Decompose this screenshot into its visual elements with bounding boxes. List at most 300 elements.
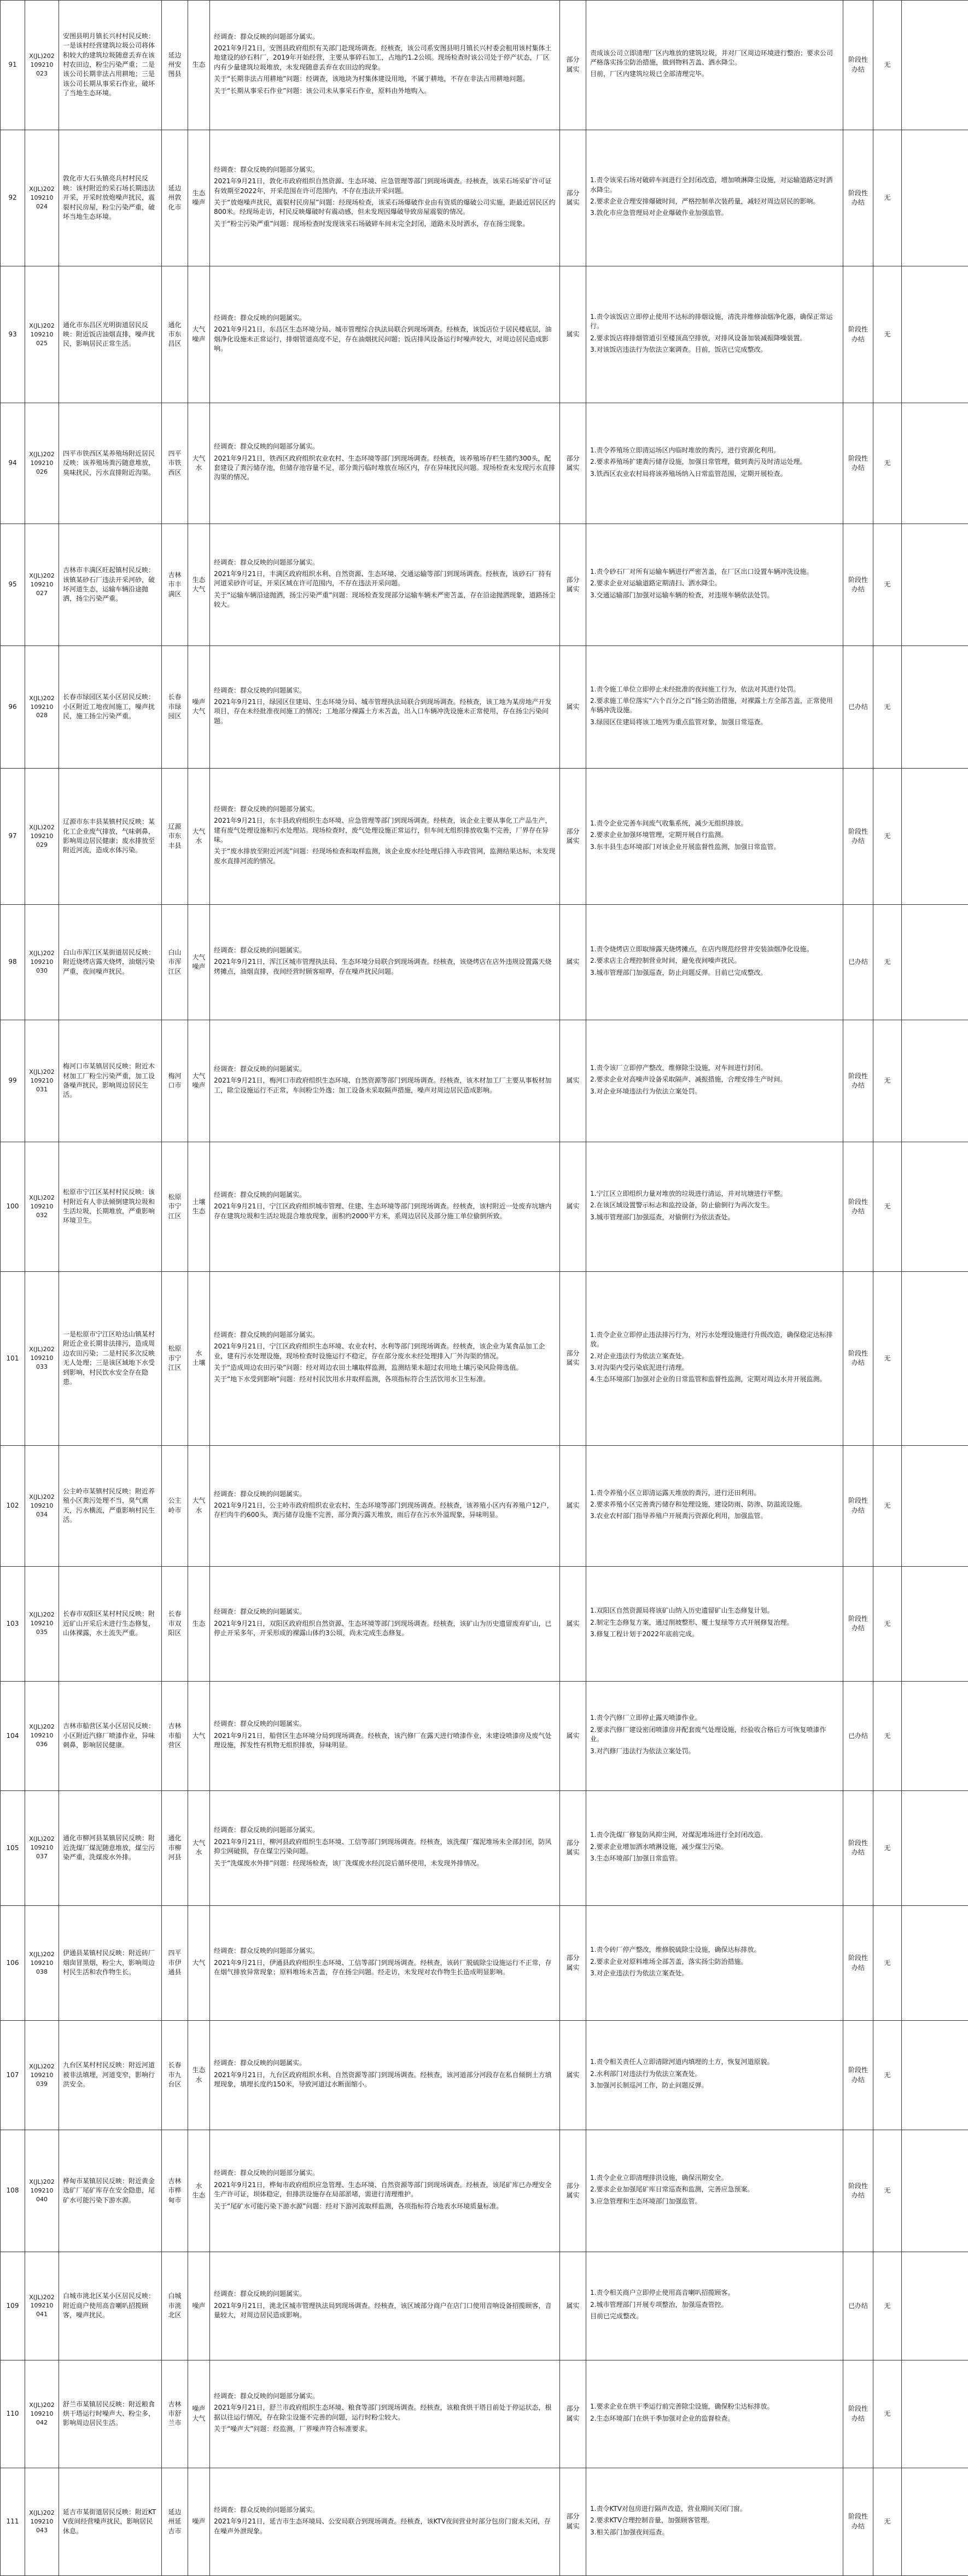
verdict: 部分属实 (560, 403, 586, 524)
row-number: 94 (1, 403, 25, 524)
handling-rectification-line: 2.要求企业合理安排爆破时间，严格控制单次装药量，减轻对周边居民的影响。 (590, 197, 820, 205)
admin-area: 松原市宁江区 (162, 1142, 188, 1272)
table-row (1, 2468, 968, 2575)
handling-rectification-line: 目前已完成整改。 (590, 2312, 643, 2321)
handling-rectification-line: 2.要求企业加强环境管理，定期开展自行监测。 (590, 831, 728, 839)
closure-status: 阶段性办结 (843, 1, 873, 130)
handling-rectification-line: 1.责令相关责任人立即清除河道内填埋的土方，恢复河道原貌。 (590, 2058, 774, 2066)
case-id: X(JL)202109210030 (25, 905, 59, 1020)
investigation-findings-line: 2021年9月21日，宁江区政府组织生态环境、农业农村、水利等部门到现场调查。经核查，该企业为某食品加工企业，建有污水处理设施，现场检查时设施运行不稳定，存在部分废水未经处理排入厂外沟渠的情况。 (214, 1342, 545, 1360)
investigation-findings-line: 关于“尾矿水可能污染下游水源”问题：经对下游河流取样监测，各项指标符合地表水环境质量标准。 (214, 2202, 503, 2210)
row-number: 97 (1, 768, 25, 905)
investigation-findings-line: 经调查：群众反映的问题部分属实。 (214, 32, 319, 40)
handling-rectification-line: 1.责令砖厂停产整改，维修脱硫除尘设施，确保达标排放。 (590, 1946, 761, 1954)
blank-column (902, 403, 968, 524)
verdict: 属实 (560, 266, 586, 403)
pollution-type: 水 土壤 (188, 1271, 210, 1445)
investigation-findings-line: 关于“洗煤废水外排”问题：经现场检查，该厂洗煤废水经沉淀后循环使用，未发现外排情况。 (214, 1859, 483, 1867)
handling-rectification-line: 2.水利部门对违法行为依法立案查处。 (590, 2069, 702, 2078)
handling-rectification (586, 2360, 843, 2468)
pollution-type: 噪声 (188, 2252, 210, 2360)
blank-column (902, 2021, 968, 2130)
investigation-findings-line: 经调查：群众反映的问题属实。 (214, 1608, 306, 1616)
investigation-findings-line: 经调查：群众反映的问题属实。 (214, 1190, 306, 1199)
investigation-findings-line: 2021年9月21日，双阳区政府组织自然资源、生态环境等部门到现场调查。经核查，该矿山为历史遗留废弃矿山，已停止开采多年，开采形成的裸露山体约3公顷，尚未完成生态修复。 (214, 1619, 552, 1637)
table-row (1, 768, 968, 905)
investigation-findings (210, 646, 560, 768)
handling-rectification-line: 4.生态环境部门加强对企业的日常监管和监督性监测，定期对周边水井开展监测。 (590, 1375, 826, 1383)
investigation-findings (210, 403, 560, 524)
handling-rectification-line: 3.城市管理部门加强巡查，防止问题反弹。目前已完成整改。 (590, 968, 767, 976)
verdict: 属实 (560, 1020, 586, 1142)
handling-rectification-line: 3.对企业环境违法行为依法立案处罚。 (590, 1087, 702, 1095)
handling-rectification-line: 2.在该区域设置警示标志和监控设备，防止偷倒行为再次发生。 (590, 1201, 774, 1210)
investigation-findings-line: 2021年9月21日，梅河口市政府组织生态环境、自然资源等部门到现场调查。经核查，该木材加工厂主要从事板材加工，除尘设施运行不正常，车间粉尘外逸；加工设备未采取隔声措施，噪声对周边居民造成影响。 (214, 1077, 552, 1094)
case-id: X(JL)202109210023 (25, 1, 59, 130)
verdict: 属实 (560, 2021, 586, 2130)
handling-rectification-line: 3.农业农村部门指导养殖户开展粪污资源化利用，加强监管。 (590, 1512, 767, 1520)
investigation-findings-line: 经调查：群众反映的问题部分属实。 (214, 805, 319, 813)
case-id: X(JL)202109210039 (25, 2021, 59, 2130)
case-id: X(JL)202109210024 (25, 130, 59, 266)
handling-rectification-line: 1.责令企业完善车间废气收集系统，减少无组织排放。 (590, 819, 748, 827)
investigation-findings (210, 905, 560, 1020)
admin-area: 吉林市船营区 (162, 1681, 188, 1790)
row-number: 109 (1, 2252, 25, 2360)
table-row (1, 403, 968, 524)
investigation-findings (210, 1, 560, 130)
handling-rectification (586, 1445, 843, 1566)
handling-rectification (586, 1020, 843, 1142)
table-row (1, 1020, 968, 1142)
verdict: 部分属实 (560, 524, 586, 646)
issue-description: 四平市铁西区某养殖场附近居民反映：该养殖场粪污随意堆放，臭味扰民，污水直排附近沟渠。 (59, 403, 162, 524)
pollution-type: 生态 水 (188, 2021, 210, 2130)
closure-status: 阶段性办结 (843, 1905, 873, 2020)
accountability: 无 (873, 2360, 902, 2468)
handling-rectification-line: 2.生态环境部门在烘干季加强对企业的监督检查。 (590, 2414, 734, 2422)
handling-rectification-line: 2.要求企业对运输道路定期清扫、洒水降尘。 (590, 579, 721, 588)
blank-column (902, 905, 968, 1020)
handling-rectification-line: 1.要求企业在烘干季运行前完善除尘设施，确保粉尘达标排放。 (590, 2403, 774, 2411)
investigation-findings-line: 2021年9月21日，伊通县政府组织生态环境、工信等部门到现场调查。经核查，该砖厂脱硫除尘设施运行不正常，存在烟气排放异常现象；原料堆场未苫盖，存在扬尘问题。经走访，未发现对农作物生长造成明显影响。 (214, 1958, 552, 1976)
handling-rectification (586, 524, 843, 646)
closure-status: 阶段性办结 (843, 1020, 873, 1142)
handling-rectification-line: 2.要求汽修厂建设密闭喷漆房并配套废气处理设施，经验收合格后方可恢复喷漆作业。 (590, 1725, 826, 1743)
table-row (1, 1790, 968, 1905)
blank-column (902, 1790, 968, 1905)
investigation-findings (210, 1790, 560, 1905)
issue-description: 梅河口市某镇居民反映：附近木材加工厂粉尘污染严重，加工设备噪声扰民，影响周边居民生活。 (59, 1020, 162, 1142)
closure-status: 已办结 (843, 2252, 873, 2360)
admin-area: 四平市伊通县 (162, 1905, 188, 2020)
blank-column (902, 1020, 968, 1142)
handling-rectification-line: 3.对企业违法行为依法立案查处。 (590, 1969, 689, 1978)
investigation-findings-line: 2021年9月21日，丰满区政府组织水利、自然资源、生态环境、交通运输等部门到现场调查。经核查，该砂石厂持有河道采砂许可证，开采区域在许可范围内，不存在违法开采问题。 (214, 569, 552, 588)
accountability: 无 (873, 1271, 902, 1445)
table-row (1, 1, 968, 130)
accountability: 无 (873, 1790, 902, 1905)
accountability: 无 (873, 1681, 902, 1790)
investigation-findings-line: 经调查：群众反映的问题属实。 (214, 313, 306, 322)
verdict: 部分属实 (560, 130, 586, 266)
investigation-findings-line: 关于“运输车辆沿途抛洒，扬尘污染严重”问题：现场检查发现部分运输车辆未严密苫盖，存在沿途抛洒现象，道路扬尘较大。 (214, 591, 556, 609)
handling-rectification-line: 3.修复工程计划于2022年底前完成。 (590, 1630, 698, 1638)
accountability: 无 (873, 1142, 902, 1272)
investigation-findings-line: 2021年9月21日，宁江区政府组织城市管理、住建、生态环境等部门到现场调查。经核查，该村附近一处废弃坑塘内存在建筑垃圾和生活垃圾混合堆放现象，面积约2000平方米，系周边居民及部分施工单位偷倒所致。 (214, 1202, 552, 1220)
investigation-findings-line: 2021年9月21日，敦化市政府组织自然资源、生态环境、应急管理等部门到现场调查。经核查，该采石场采矿许可证有效期至2022年，开采范围在许可范围内，不存在违法开采问题。 (214, 177, 552, 195)
handling-rectification (586, 1, 843, 130)
investigation-findings-line: 关于“粉尘污染严重”问题：现场检查时发现该采石场破碎车间未完全封闭，道路未及时洒水，存在扬尘现象。 (214, 219, 529, 228)
handling-rectification-line: 3.敦化市应急管理局对企业爆破作业加强监管。 (590, 209, 728, 217)
row-number: 107 (1, 2021, 25, 2130)
issue-description: 一是松原市宁江区哈达山镇某村附近企业长期非法排污，造成周边农田污染；二是村民多次反映无人处理；三是该区域地下水受到影响，村民饮水安全存在隐患。 (59, 1271, 162, 1445)
blank-column (902, 130, 968, 266)
case-id: X(JL)202109210033 (25, 1271, 59, 1445)
closure-status: 阶段性办结 (843, 1566, 873, 1681)
accountability: 无 (873, 403, 902, 524)
table-row (1, 1445, 968, 1566)
pollution-type: 大气 水 (188, 768, 210, 905)
row-number: 92 (1, 130, 25, 266)
handling-rectification (586, 2468, 843, 2575)
issue-description: 长春市双阳区某村村民反映：附近矿山开采后未进行生态修复，山体裸露，水土流失严重。 (59, 1566, 162, 1681)
handling-rectification-line: 2.要求饭店将排烟管道引至楼顶高空排放，对排风设备加装减振降噪装置。 (590, 334, 807, 342)
issue-description: 长春市绿园区某小区居民反映：小区附近工地夜间施工，噪声扰民，施工扬尘污染严重。 (59, 646, 162, 768)
handling-rectification-line: 2.要求店主合理控制营业时间，避免夜间噪声扰民。 (590, 957, 741, 965)
investigation-findings-line: 经调查：群众反映的问题部分属实。 (214, 1826, 319, 1834)
verdict: 属实 (560, 2252, 586, 2360)
investigation-findings (210, 1681, 560, 1790)
handling-rectification (586, 266, 843, 403)
handling-rectification-line: 1.责令洗煤厂修复防风抑尘网，对煤泥堆场进行全封闭改造。 (590, 1831, 767, 1839)
issue-description: 敦化市大石头镇亮兵村村民反映：该村附近的采石场长期违法开采，开采时放炮噪声扰民，震裂村民房屋，粉尘污染严重，破坏当地生态环境。 (59, 130, 162, 266)
handling-rectification-line: 目前，厂区内建筑垃圾已全部清理完毕。 (590, 70, 709, 78)
investigation-findings-line: 经调查：群众反映的问题属实。 (214, 1720, 306, 1728)
pollution-type: 噪声 (188, 2468, 210, 2575)
handling-rectification-line: 1.责令企业立即停止违法排污行为，对污水处理设施进行升级改造，确保稳定达标排放。 (590, 1330, 833, 1348)
pollution-type: 大气 (188, 1905, 210, 2020)
row-number: 91 (1, 1, 25, 130)
handling-rectification-line: 1.责令砂石厂对所有运输车辆进行严密苫盖，在厂区出口设置车辆冲洗设施。 (590, 567, 813, 575)
case-id: X(JL)202109210037 (25, 1790, 59, 1905)
admin-area: 公主岭市 (162, 1445, 188, 1566)
admin-area: 延边州敦化市 (162, 130, 188, 266)
handling-rectification-line: 2.要求养殖小区完善粪污储存和处理设施，建设防雨、防渗、防溢流设施。 (590, 1500, 807, 1508)
investigation-findings (210, 2360, 560, 2468)
case-id: X(JL)202109210031 (25, 1020, 59, 1142)
investigation-findings-line: 经调查：群众反映的问题部分属实。 (214, 165, 319, 173)
investigation-findings (210, 266, 560, 403)
handling-rectification-line: 2.要求企业加强尾矿库日常巡查和监测，完善应急预案。 (590, 2185, 754, 2194)
case-id: X(JL)202109210035 (25, 1566, 59, 1681)
handling-rectification-line: 2.制定生态修复方案，通过削坡整形、覆土复绿等方式开展修复治理。 (590, 1618, 794, 1626)
handling-rectification-line: 3.对沟渠内受污染底泥进行清理。 (590, 1363, 689, 1371)
handling-rectification-line: 1.责令相关商户立即停止使用高音喇叭招揽顾客。 (590, 2289, 734, 2297)
investigation-findings (210, 2468, 560, 2575)
pollution-type: 大气 (188, 1681, 210, 1790)
row-number: 101 (1, 1271, 25, 1445)
investigation-findings-line: 2021年9月21日，东昌区生态环境分局、城市管理综合执法局联合到现场调查。经核查，该饭店位于居民楼底层，油烟净化设施未正常运行，排烟管道高度不足，存在油烟扰民问题；饭店排风设备运行时噪声较大，对周边居民造成影响。 (214, 325, 552, 353)
case-id: X(JL)202109210027 (25, 524, 59, 646)
investigation-findings (210, 1566, 560, 1681)
handling-rectification-line: 3.东丰县生态环境部门对该企业开展监督性监测，加强日常监管。 (590, 842, 780, 851)
row-number: 111 (1, 2468, 25, 2575)
investigation-findings-line: 2021年9月21日，洮北区城市管理执法局到现场调查。经核查，该区域部分商户在店门口使用音响设备招揽顾客，音量较大，对周边居民造成影响。 (214, 2301, 552, 2319)
investigation-findings (210, 768, 560, 905)
handling-rectification-line: 1.责令养殖小区立即清运露天堆放的粪污，进行还田利用。 (590, 1488, 761, 1497)
closure-status: 阶段性办结 (843, 524, 873, 646)
pollution-type: 大气 噪声 (188, 905, 210, 1020)
table-row (1, 266, 968, 403)
investigation-findings-line: 关于“废水排放至附近河流”问题：经现场检查和取样监测，该企业废水经处理后排入市政管网，监测结果达标，未发现废水直排河流的情况。 (214, 847, 556, 865)
row-number: 106 (1, 1905, 25, 2020)
investigation-findings-line: 2021年9月21日，东丰县政府组织生态环境、应急管理等部门到现场调查。经核查，该企业主要从事化工产品生产，建有废气处理设施和污水处理站。现场检查时，废气处理设施正常运行，但车间无组织排放收集不完善，厂界存在异味。 (214, 817, 552, 844)
closure-status: 阶段性办结 (843, 768, 873, 905)
blank-column (902, 2468, 968, 2575)
table-row (1, 1142, 968, 1272)
pollution-type: 生态 (188, 1, 210, 130)
admin-area: 长春市九台区 (162, 2021, 188, 2130)
handling-rectification-line: 2.城市管理部门开展专项整治，加强巡查管控。 (590, 2300, 728, 2308)
pollution-type: 大气 噪声 (188, 266, 210, 403)
verdict: 属实 (560, 1681, 586, 1790)
admin-area: 延边州安图县 (162, 1, 188, 130)
closure-status: 阶段性办结 (843, 403, 873, 524)
admin-area: 吉林市桦甸市 (162, 2130, 188, 2252)
row-number: 110 (1, 2360, 25, 2468)
investigation-findings-line: 关于“放炮噪声扰民，震裂村民房屋”问题：经现场检查，该采石场爆破作业由有资质的爆破公司实施，距最近居民区约800米。经现场走访，村民反映爆破时有震动感，但未发现因爆破导致房屋震裂的情况。 (214, 198, 556, 216)
verdict: 属实 (560, 905, 586, 1020)
investigation-findings (210, 130, 560, 266)
issue-description: 吉林市丰满区旺起镇村民反映：该镇某砂石厂违法开采河砂，破坏河道生态，运输车辆沿途抛洒，扬尘污染严重。 (59, 524, 162, 646)
closure-status: 阶段性办结 (843, 1790, 873, 1905)
investigation-findings-line: 经调查：群众反映的问题属实。 (214, 1490, 306, 1498)
investigation-findings-line: 经调查：群众反映的问题部分属实。 (214, 443, 319, 451)
closure-status: 已办结 (843, 905, 873, 1020)
handling-rectification (586, 2021, 843, 2130)
investigation-findings-line: 2021年9月21日，柳河县政府组织生态环境、工信等部门到现场调查。经核查，该洗煤厂煤泥堆场未全部封闭，防风抑尘网破损，存在煤尘污染问题。 (214, 1837, 552, 1856)
investigation-findings-line: 2021年9月21日，浑江区城市管理执法局、生态环境分局联合到现场调查。经核查，该烧烤店在店外违规设置露天烧烤摊点，油烟直排，夜间经营时顾客喧哗，存在噪声扰民问题。 (214, 958, 552, 975)
handling-rectification-line: 2.要求企业增加洒水喷淋设施，减少煤尘污染。 (590, 1842, 728, 1851)
case-id: X(JL)202109210038 (25, 1905, 59, 2020)
verdict: 部分属实 (560, 1905, 586, 2020)
issue-description: 通化市东昌区光明街道居民反映：附近饭店油烟直排，噪声扰民，影响居民正常生活。 (59, 266, 162, 403)
case-id: X(JL)202109210036 (25, 1681, 59, 1790)
closure-status: 阶段性办结 (843, 2021, 873, 2130)
blank-column (902, 2360, 968, 2468)
handling-rectification (586, 646, 843, 768)
handling-rectification (586, 2252, 843, 2360)
case-id: X(JL)202109210028 (25, 646, 59, 768)
closure-status: 已办结 (843, 1681, 873, 1790)
handling-rectification-line: 3.城市管理部门加强巡查，对偷倒行为依法查处。 (590, 1213, 734, 1221)
verdict: 属实 (560, 1566, 586, 1681)
investigation-findings-line: 2021年9月21日，桦甸市政府组织应急管理、生态环境、自然资源等部门到现场调查。经核查，该尾矿库已办理安全生产许可证，坝体稳定，但排洪设施存在局部淤堵，需进行清理维护。 (214, 2180, 552, 2199)
table-row (1, 2360, 968, 2468)
table-row (1, 524, 968, 646)
table-row (1, 2130, 968, 2252)
blank-column (902, 1905, 968, 2020)
handling-rectification-line: 1.宁江区立即组织力量对堆放的垃圾进行清运，并对坑塘进行平整。 (590, 1189, 787, 1197)
handling-rectification (586, 1271, 843, 1445)
handling-rectification-line: 2.对企业违法行为依法立案查处。 (590, 1352, 689, 1360)
issue-description: 吉林市船营区某小区居民反映：小区附近汽修厂喷漆作业，异味刺鼻，影响居民健康。 (59, 1681, 162, 1790)
accountability: 无 (873, 524, 902, 646)
handling-rectification-line: 1.责令汽修厂立即停止露天喷漆作业。 (590, 1714, 702, 1722)
investigation-findings-line: 经调查：群众反映的问题部分属实。 (214, 1947, 319, 1955)
case-id: X(JL)202109210032 (25, 1142, 59, 1272)
issue-description: 松原市宁江区某村村民反映：该村附近有人非法倾倒建筑垃圾和生活垃圾，长期堆放，严重影响环境卫生。 (59, 1142, 162, 1272)
accountability: 无 (873, 646, 902, 768)
handling-rectification (586, 130, 843, 266)
handling-rectification-line: 1.责令该饭店立即停止使用不达标的排烟设施，清洗并维修油烟净化器，确保正常运行。 (590, 312, 833, 330)
issue-description: 安图县明月镇长兴村村民反映：一是该村经营建筑垃圾公司将体积较大的建筑垃圾随意丢弃在该村农田边，粉尘污染严重；二是该公司长期非法占用耕地；三是该公司长期从事采石作业，破坏了当地生态环境。 (59, 1, 162, 130)
table-row (1, 2021, 968, 2130)
verdict: 部分属实 (560, 1271, 586, 1445)
handling-rectification-line: 3.相关部门加强夜间巡查。 (590, 2528, 669, 2536)
investigation-findings (210, 524, 560, 646)
handling-rectification (586, 1681, 843, 1790)
verdict: 部分属实 (560, 1, 586, 130)
pollution-type: 生态 噪声 (188, 130, 210, 266)
admin-area: 白山市浑江区 (162, 905, 188, 1020)
handling-rectification-line: 3.绿园区住建局将该工地列为重点监管对象，加强日常巡查。 (590, 718, 767, 726)
pollution-type: 大气 水 (188, 1790, 210, 1905)
verdict: 部分属实 (560, 2130, 586, 2252)
investigation-findings-line: 2021年9月21日，公主岭市政府组织农业农村、生态环境等部门到现场调查。经核查，该养殖小区内有养殖户12户，存栏肉牛约600头，粪污储存设施不完善，部分粪污露天堆放，雨后存在污水外溢现象，异味明显。 (214, 1501, 553, 1519)
accountability: 无 (873, 2130, 902, 2252)
investigation-findings (210, 1445, 560, 1566)
accountability: 无 (873, 1020, 902, 1142)
verdict: 部分属实 (560, 768, 586, 905)
investigation-findings-line: 2021年9月21日，安图县政府组织有关部门赴现场调查。经核查，该公司系安图县明月镇长兴村委会租用该村集体土地建设的砂石料厂，2019年开始经营，主要从事碎石加工，占地约1.2公顷。现场检查时该公司处于停产状态，厂区内有少量建筑垃圾堆放，未发现随意丢弃在农田边的现象。 (214, 44, 552, 71)
row-number: 98 (1, 905, 25, 1020)
case-id: X(JL)202109210041 (25, 2252, 59, 2360)
investigation-findings-line: 2021年9月21日，延吉市生态环境局、公安局联合到现场调查。经核查，该KTV夜间营业时部分包房门窗未关闭，存在噪声外泄现象。 (214, 2517, 551, 2535)
admin-area: 通化市东昌区 (162, 266, 188, 403)
issue-description: 桦甸市某镇居民反映：附近黄金选矿厂尾矿库存在安全隐患，尾矿水可能污染下游水源。 (59, 2130, 162, 2252)
handling-rectification-line: 1.责令KTV对包房进行隔声改造，营业期间关闭门窗。 (590, 2504, 747, 2513)
admin-area: 辽源市东丰县 (162, 768, 188, 905)
issue-description: 白城市洮北区某小区居民反映：附近商户使用高音喇叭招揽顾客，噪声扰民。 (59, 2252, 162, 2360)
row-number: 104 (1, 1681, 25, 1790)
accountability: 无 (873, 768, 902, 905)
accountability: 无 (873, 1, 902, 130)
issue-description: 九台区某村村民反映：附近河道被非法填埋，河道变窄，影响行洪安全。 (59, 2021, 162, 2130)
pollution-type: 大气 噪声 (188, 1020, 210, 1142)
verdict: 部分属实 (560, 2360, 586, 2468)
investigation-findings-line: 关于“噪声大”问题：经监测，厂界噪声符合标准要求。 (214, 2424, 372, 2433)
handling-rectification (586, 1790, 843, 1905)
table-row (1, 2252, 968, 2360)
verdict: 属实 (560, 646, 586, 768)
row-number: 99 (1, 1020, 25, 1142)
table-row (1, 646, 968, 768)
blank-column (902, 1681, 968, 1790)
investigation-findings-line: 经调查：群众反映的问题属实。 (214, 946, 306, 954)
issue-description: 辽源市东丰县某镇村民反映：某化工企业废气排放，气味刺鼻，影响周边居民健康；废水排放至附近河流，造成水体污染。 (59, 768, 162, 905)
issue-description: 伊通县某镇村民反映：附近砖厂烟囱冒黑烟，粉尘大，影响周边村民生活和农作物生长。 (59, 1905, 162, 2020)
issue-description: 舒兰市某镇居民反映：附近粮食烘干塔运行时噪声大、粉尘多，影响周边居民生活。 (59, 2360, 162, 2468)
closure-status: 阶段性办结 (843, 1271, 873, 1445)
closure-status: 阶段性办结 (843, 2360, 873, 2468)
investigation-findings (210, 1905, 560, 2020)
handling-rectification-line: 1.责令烧烤店立即取缔露天烧烤摊点，在店内规范经营并安装油烟净化设施。 (590, 945, 813, 953)
blank-column (902, 1445, 968, 1566)
pollution-type: 大气 水 (188, 1445, 210, 1566)
investigation-findings-line: 经调查：群众反映的问题部分属实。 (214, 2169, 319, 2177)
admin-area: 延边州延吉市 (162, 2468, 188, 2575)
investigation-findings (210, 2130, 560, 2252)
row-number: 100 (1, 1142, 25, 1272)
table-body (1, 1, 968, 2576)
table-row (1, 1271, 968, 1445)
verdict: 部分属实 (560, 1790, 586, 1905)
handling-rectification-line: 2.要求养殖场扩建粪污储存设施，加强日常管理，做到粪污及时清运处理。 (590, 458, 807, 466)
row-number: 105 (1, 1790, 25, 1905)
handling-rectification (586, 1566, 843, 1681)
case-id: X(JL)202109210029 (25, 768, 59, 905)
handling-rectification-line: 2.要求企业对原料堆场全部苫盖，落实扬尘防治措施。 (590, 1957, 748, 1966)
case-id: X(JL)202109210043 (25, 2468, 59, 2575)
table-row (1, 1566, 968, 1681)
blank-column (902, 1, 968, 130)
handling-rectification-line: 1.责令企业立即清理排洪设施，确保汛期安全。 (590, 2174, 728, 2182)
handling-rectification (586, 905, 843, 1020)
investigation-findings-line: 关于“地下水受到影响”问题：经对村民饮用水井取样监测，各项指标符合生活饮用水卫生标准。 (214, 1375, 490, 1383)
case-id: X(JL)202109210034 (25, 1445, 59, 1566)
investigation-findings (210, 1142, 560, 1272)
handling-rectification-line: 3.铁西区农业农村局将该养殖场纳入日常监管范围，定期开展检查。 (590, 469, 787, 478)
handling-rectification (586, 1905, 843, 2020)
handling-rectification-line: 3.对汽修厂违法行为依法立案处罚。 (590, 1747, 695, 1755)
admin-area: 通化市柳河县 (162, 1790, 188, 1905)
case-id: X(JL)202109210042 (25, 2360, 59, 2468)
blank-column (902, 266, 968, 403)
investigation-findings-line: 经调查：群众反映的问题属实。 (214, 686, 306, 694)
investigation-findings-line: 2021年9月21日，绿园区住建局、生态环境分局、城市管理执法局联合到现场调查。经核查，该工地为某房地产开发项目，存在未经批准夜间施工的情况；工地部分裸露土方未苫盖，出入口车辆冲洗设施未正常使用，存在扬尘污染问题。 (214, 698, 552, 725)
issue-description: 公主岭市某镇村民反映：附近养殖小区粪污处理不当，臭气熏天，污水横流，严重影响村民生活。 (59, 1445, 162, 1566)
pollution-type: 土壤 生态 (188, 1142, 210, 1272)
accountability: 无 (873, 2468, 902, 2575)
accountability: 无 (873, 905, 902, 1020)
pollution-type: 噪声 大气 (188, 646, 210, 768)
handling-rectification-line: 3.应急管理和生态环境部门加强监管。 (590, 2197, 702, 2205)
table-row (1, 130, 968, 266)
verdict: 属实 (560, 1445, 586, 1566)
admin-area: 松原市宁江区 (162, 1271, 188, 1445)
closure-status: 阶段性办结 (843, 266, 873, 403)
handling-rectification (586, 403, 843, 524)
handling-rectification-line: 1.责令该厂立即停产整改，维修除尘设施，对车间进行封闭。 (590, 1063, 767, 1072)
blank-column (902, 2130, 968, 2252)
admin-area: 白城市洮北区 (162, 2252, 188, 2360)
admin-area: 长春市双阳区 (162, 1566, 188, 1681)
closure-status: 阶段性办结 (843, 1445, 873, 1566)
closure-status: 阶段性办结 (843, 130, 873, 266)
investigation-findings (210, 1020, 560, 1142)
accountability: 无 (873, 130, 902, 266)
admin-area: 梅河口市 (162, 1020, 188, 1142)
handling-rectification-line: 1.责令养殖场立即清运场区内临时堆放的粪污，进行资源化利用。 (590, 446, 780, 454)
handling-rectification-line: 2.要求企业对高噪声设备采取隔声、减振措施，合理安排生产时间。 (590, 1075, 787, 1084)
accountability: 无 (873, 2252, 902, 2360)
handling-rectification-line: 3.加强河长制巡河工作，防止问题反弹。 (590, 2081, 708, 2090)
handling-rectification (586, 768, 843, 905)
investigation-findings-line: 关于“造成周边农田污染”问题：经对周边农田土壤取样监测，监测结果未超过农用地土壤污染风险筛选值。 (214, 1363, 523, 1371)
admin-area: 吉林市舒兰市 (162, 2360, 188, 2468)
